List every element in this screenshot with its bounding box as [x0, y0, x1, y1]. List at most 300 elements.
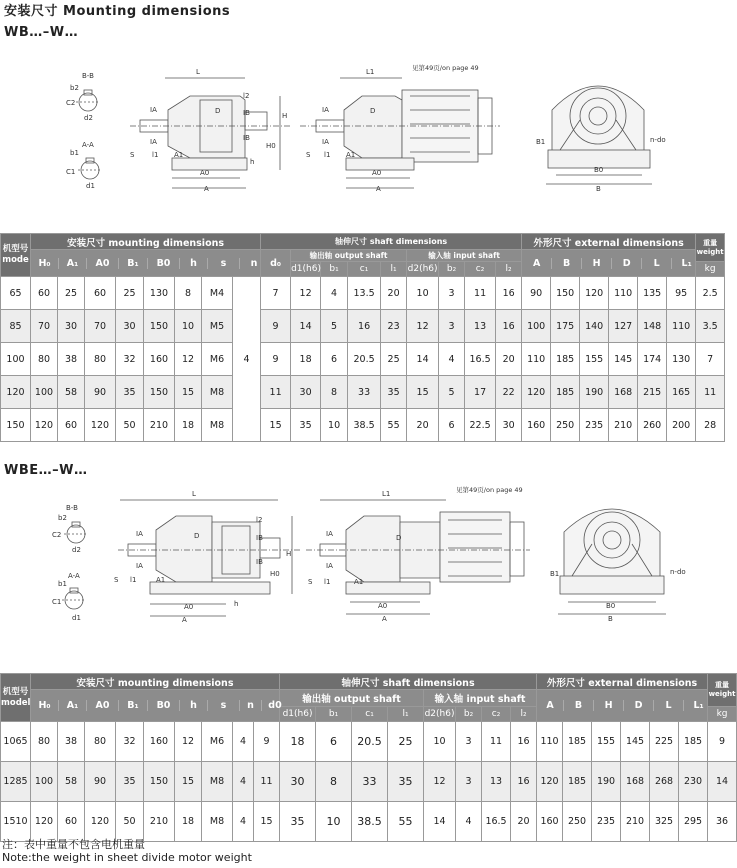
- col-header: L: [642, 258, 672, 269]
- value-cell: 12: [407, 310, 439, 343]
- value-cell: 325: [650, 802, 679, 842]
- IA-label-5: IA: [136, 530, 143, 538]
- wb-dimensions-table: [0, 233, 725, 442]
- value-cell: 95: [667, 277, 696, 310]
- value-cell: 9: [261, 310, 291, 343]
- value-cell: M8: [202, 802, 233, 842]
- value-cell: 11: [696, 376, 725, 409]
- col-header: H: [582, 258, 612, 269]
- value-cell: 35: [116, 376, 144, 409]
- value-cell: 30: [116, 310, 144, 343]
- wbe-dimensions-table: [0, 673, 737, 842]
- value-cell: 80: [31, 343, 58, 376]
- external-cols: [522, 250, 696, 277]
- model-cell: 1065: [1, 722, 31, 762]
- col-c2-2: c₂: [482, 707, 511, 722]
- value-cell: 174: [638, 343, 667, 376]
- value-cell: 33: [352, 762, 388, 802]
- value-cell: 60: [58, 409, 85, 442]
- col-header: D: [624, 700, 654, 711]
- value-cell: 18: [280, 722, 316, 762]
- value-cell: 295: [679, 802, 708, 842]
- value-cell: 4: [456, 802, 482, 842]
- value-cell: 20: [381, 277, 407, 310]
- value-cell: 100: [522, 310, 551, 343]
- value-cell: M4: [202, 277, 233, 310]
- wbe-technical-drawing: [0, 482, 723, 627]
- value-cell: 25: [58, 277, 85, 310]
- col-d0: d₀: [261, 250, 291, 277]
- A-label-3: A: [182, 616, 187, 624]
- value-cell: 22: [496, 376, 522, 409]
- value-cell: 13.5: [348, 277, 381, 310]
- value-cell: 150: [144, 376, 175, 409]
- col-l1: l₁: [381, 262, 407, 277]
- value-cell: 250: [551, 409, 580, 442]
- section-bb-view-2: [52, 504, 88, 554]
- output-shaft-header: 输出轴 output shaft: [291, 250, 407, 262]
- section-bb-label-2: B-B: [66, 504, 78, 512]
- value-cell: 11: [261, 376, 291, 409]
- table-row: [1, 762, 737, 802]
- l1-label-2: l1: [324, 151, 331, 159]
- col-c1: c₁: [348, 262, 381, 277]
- value-cell: 35: [388, 762, 424, 802]
- value-cell: 30: [496, 409, 522, 442]
- wb-technical-drawing: [0, 60, 723, 200]
- value-cell: 14: [424, 802, 456, 842]
- col-d2-2: d2(h6): [424, 707, 456, 722]
- mounting-header-2: 安装尺寸 mounting dimensions: [31, 674, 280, 690]
- L1-label-2: L1: [382, 490, 391, 498]
- value-cell: 100: [31, 762, 58, 802]
- value-cell: 30: [291, 376, 321, 409]
- value-cell: 10: [316, 802, 352, 842]
- section-aa-label: A-A: [82, 141, 94, 149]
- table-row: [1, 310, 725, 343]
- col-header: L: [654, 700, 684, 711]
- n-cell: 4: [233, 277, 261, 442]
- col-kg: kg: [696, 262, 725, 277]
- H0-label: H0: [266, 142, 276, 150]
- b1-label: b1: [70, 149, 79, 157]
- value-cell: 16.5: [465, 343, 496, 376]
- c2-label-2: C2: [52, 531, 62, 539]
- value-cell: 15: [261, 409, 291, 442]
- model-header-2: 机型号 model: [1, 674, 31, 722]
- value-cell: 250: [563, 802, 592, 842]
- value-cell: 120: [537, 762, 563, 802]
- value-cell: 30: [280, 762, 316, 802]
- B-label-2: B: [608, 615, 613, 623]
- b1-label-2: b1: [58, 580, 67, 588]
- model-cell: 1510: [1, 802, 31, 842]
- value-cell: 20.5: [352, 722, 388, 762]
- c1-label: C1: [66, 168, 76, 176]
- value-cell: 140: [580, 310, 609, 343]
- value-cell: 185: [679, 722, 708, 762]
- table-row: [1, 409, 725, 442]
- value-cell: 5: [439, 376, 465, 409]
- value-cell: 14: [407, 343, 439, 376]
- value-cell: 55: [388, 802, 424, 842]
- value-cell: 4: [233, 762, 254, 802]
- value-cell: 16: [511, 722, 537, 762]
- value-cell: 20: [511, 802, 537, 842]
- value-cell: 185: [551, 343, 580, 376]
- value-cell: 8: [321, 376, 348, 409]
- col-header: B0: [148, 700, 180, 711]
- col-header: B₁: [119, 700, 148, 711]
- H0-label-2: H0: [270, 570, 280, 578]
- col-c1-2: c₁: [352, 707, 388, 722]
- value-cell: 7: [261, 277, 291, 310]
- value-cell: 16: [496, 310, 522, 343]
- A0-label-3: A0: [184, 603, 194, 611]
- value-cell: 38: [58, 343, 85, 376]
- value-cell: 185: [563, 762, 592, 802]
- value-cell: 160: [144, 722, 175, 762]
- value-cell: 150: [144, 762, 175, 802]
- value-cell: 120: [85, 802, 116, 842]
- value-cell: 58: [58, 376, 85, 409]
- value-cell: 155: [592, 722, 621, 762]
- H-label: H: [282, 112, 288, 120]
- value-cell: 148: [638, 310, 667, 343]
- D-label-2: D: [370, 107, 376, 115]
- value-cell: 35: [291, 409, 321, 442]
- IA-label-6: IA: [136, 562, 143, 570]
- value-cell: 190: [580, 376, 609, 409]
- value-cell: 155: [580, 343, 609, 376]
- S-label-2: S: [306, 151, 311, 159]
- B1-label: B1: [536, 138, 546, 146]
- value-cell: M6: [202, 343, 233, 376]
- value-cell: 4: [321, 277, 348, 310]
- value-cell: 268: [650, 762, 679, 802]
- value-cell: 135: [638, 277, 667, 310]
- value-cell: 38: [58, 722, 85, 762]
- value-cell: 110: [609, 277, 638, 310]
- value-cell: 127: [609, 310, 638, 343]
- value-cell: 230: [679, 762, 708, 802]
- value-cell: 35: [116, 762, 144, 802]
- value-cell: 120: [580, 277, 609, 310]
- value-cell: 38.5: [348, 409, 381, 442]
- value-cell: 11: [465, 277, 496, 310]
- value-cell: M8: [202, 409, 233, 442]
- col-header: D: [612, 258, 642, 269]
- value-cell: 20: [407, 409, 439, 442]
- d2-label-2: d2: [72, 546, 81, 554]
- IA-label-2: IA: [150, 138, 157, 146]
- S-label-4: S: [308, 578, 313, 586]
- value-cell: 18: [291, 343, 321, 376]
- value-cell: 80: [85, 722, 116, 762]
- value-cell: 5: [321, 310, 348, 343]
- value-cell: 235: [592, 802, 621, 842]
- gearbox-front-view: [536, 86, 666, 193]
- external-header-2: 外形尺寸 external dimensions: [537, 674, 708, 690]
- page-ref-label-2: 见第49页/on page 49: [456, 486, 523, 494]
- value-cell: 70: [85, 310, 116, 343]
- value-cell: 18: [175, 802, 202, 842]
- IB-label-3: IB: [256, 534, 263, 542]
- l1-label-3: l1: [130, 576, 137, 584]
- col-header: n: [240, 700, 262, 711]
- col-header: A0: [87, 700, 119, 711]
- value-cell: 18: [175, 409, 202, 442]
- IA-label-3: IA: [322, 106, 329, 114]
- note-chinese: 注：表中重量不包含电机重量: [2, 838, 145, 851]
- model-header: 机型号 mode: [1, 234, 31, 277]
- value-cell: 14: [708, 762, 737, 802]
- L-label: L: [196, 68, 200, 76]
- wbe-gearbox-front-view: [550, 509, 686, 623]
- model-cell: 85: [1, 310, 31, 343]
- D-label-4: D: [396, 534, 402, 542]
- shaft-header: 轴伸尺寸 shaft dimensions: [261, 234, 522, 250]
- value-cell: M8: [202, 376, 233, 409]
- col-header: L₁: [684, 700, 714, 711]
- value-cell: 33: [348, 376, 381, 409]
- value-cell: M5: [202, 310, 233, 343]
- value-cell: 60: [85, 277, 116, 310]
- value-cell: 10: [407, 277, 439, 310]
- col-header: A0: [87, 258, 119, 269]
- B-label: B: [596, 185, 601, 193]
- value-cell: 8: [316, 762, 352, 802]
- A0-label-4: A0: [378, 602, 388, 610]
- value-cell: 58: [58, 762, 85, 802]
- col-header: n: [240, 258, 269, 269]
- value-cell: 6: [321, 343, 348, 376]
- section-title-wb: WB…–W…: [4, 25, 79, 40]
- value-cell: 120: [31, 802, 58, 842]
- col-header: s: [208, 258, 240, 269]
- col-l2-2: l₂: [511, 707, 537, 722]
- value-cell: 8: [175, 277, 202, 310]
- value-cell: 9: [254, 722, 280, 762]
- D-label-3: D: [194, 532, 200, 540]
- value-cell: 36: [708, 802, 737, 842]
- col-c2: c₂: [465, 262, 496, 277]
- col-header: H₀: [38, 257, 51, 269]
- value-cell: 90: [522, 277, 551, 310]
- value-cell: 30: [58, 310, 85, 343]
- value-cell: 25: [381, 343, 407, 376]
- col-header: B: [564, 700, 594, 711]
- value-cell: 25: [388, 722, 424, 762]
- d1-label-2: d1: [72, 614, 81, 622]
- value-cell: 6: [439, 409, 465, 442]
- col-header: A₁: [59, 700, 87, 711]
- b2-label: b2: [70, 84, 79, 92]
- value-cell: 185: [551, 376, 580, 409]
- value-cell: 4: [233, 722, 254, 762]
- IB-label-4: IB: [256, 558, 263, 566]
- value-cell: 35: [280, 802, 316, 842]
- l2-label: l2: [243, 92, 250, 100]
- A1-label-4: A1: [354, 578, 364, 586]
- value-cell: 150: [551, 277, 580, 310]
- page-title: 安装尺寸 Mounting dimensions: [4, 4, 231, 19]
- b2-label-2: b2: [58, 514, 67, 522]
- model-cell: 1285: [1, 762, 31, 802]
- value-cell: 13: [482, 762, 511, 802]
- value-cell: 160: [522, 409, 551, 442]
- value-cell: 11: [254, 762, 280, 802]
- model-cell: 120: [1, 376, 31, 409]
- value-cell: 12: [424, 762, 456, 802]
- input-shaft-header-2: 输入轴 input shaft: [424, 690, 537, 707]
- value-cell: 15: [407, 376, 439, 409]
- col-b1-2: b₁: [316, 707, 352, 722]
- external-cols-2: [537, 690, 708, 722]
- input-shaft-header: 输入轴 input shaft: [407, 250, 522, 262]
- value-cell: 110: [522, 343, 551, 376]
- value-cell: 130: [667, 343, 696, 376]
- col-l2: l₂: [496, 262, 522, 277]
- gearbox-motor-side-view: [300, 63, 500, 193]
- value-cell: 130: [144, 277, 175, 310]
- value-cell: 80: [31, 722, 58, 762]
- value-cell: 55: [381, 409, 407, 442]
- value-cell: 20.5: [348, 343, 381, 376]
- n-d0-label-2: n-do: [670, 568, 686, 576]
- external-header: 外形尺寸 external dimensions: [522, 234, 696, 250]
- model-cell: 100: [1, 343, 31, 376]
- value-cell: 190: [592, 762, 621, 802]
- col-d1: d1(h6): [291, 262, 321, 277]
- col-header: H₀: [38, 700, 51, 711]
- col-header: h: [180, 700, 208, 711]
- col-b2: b₂: [439, 262, 465, 277]
- L-label-2: L: [192, 490, 196, 498]
- value-cell: 11: [482, 722, 511, 762]
- value-cell: 4: [439, 343, 465, 376]
- value-cell: 25: [116, 277, 144, 310]
- value-cell: 28: [696, 409, 725, 442]
- S-label-3: S: [114, 576, 119, 584]
- d2-label: d2: [84, 114, 93, 122]
- mounting-cols: [31, 250, 261, 277]
- value-cell: 17: [465, 376, 496, 409]
- value-cell: 160: [537, 802, 563, 842]
- value-cell: 70: [31, 310, 58, 343]
- n-d0-label: n-do: [650, 136, 666, 144]
- value-cell: 90: [85, 376, 116, 409]
- value-cell: 145: [621, 722, 650, 762]
- col-d1-2: d1(h6): [280, 707, 316, 722]
- table-row: [1, 343, 725, 376]
- l2-label-2: l2: [256, 516, 263, 524]
- A-label: A: [204, 185, 209, 193]
- gearbox-side-view: [130, 68, 290, 193]
- value-cell: 15: [175, 762, 202, 802]
- A-label-2: A: [376, 185, 381, 193]
- page-ref-label: 见第49页/on page 49: [412, 64, 479, 72]
- wbe-gearbox-side-view: [114, 490, 300, 624]
- value-cell: 12: [175, 343, 202, 376]
- value-cell: 215: [638, 376, 667, 409]
- A-label-4: A: [382, 615, 387, 623]
- col-header: A: [546, 700, 554, 711]
- value-cell: 168: [621, 762, 650, 802]
- S-label: S: [130, 151, 135, 159]
- A0-label: A0: [200, 169, 210, 177]
- IB-label: IB: [243, 109, 250, 117]
- value-cell: 10: [321, 409, 348, 442]
- l1-label-4: l1: [324, 578, 331, 586]
- value-cell: 120: [31, 409, 58, 442]
- col-d2: d2(h6): [407, 262, 439, 277]
- col-header: B: [552, 258, 582, 269]
- section-aa-view: [66, 141, 102, 190]
- value-cell: 15: [175, 376, 202, 409]
- value-cell: 16: [511, 762, 537, 802]
- value-cell: 7: [696, 343, 725, 376]
- A1-label-3: A1: [156, 576, 166, 584]
- value-cell: 100: [31, 376, 58, 409]
- value-cell: 10: [175, 310, 202, 343]
- c2-label: C2: [66, 99, 76, 107]
- value-cell: 38.5: [352, 802, 388, 842]
- value-cell: 235: [580, 409, 609, 442]
- table-row: [1, 722, 737, 762]
- value-cell: 110: [667, 310, 696, 343]
- value-cell: 50: [116, 802, 144, 842]
- value-cell: 3: [439, 310, 465, 343]
- mounting-header: 安装尺寸 mounting dimensions: [31, 234, 261, 250]
- IA-label-4: IA: [322, 138, 329, 146]
- h-label-2: h: [234, 600, 239, 608]
- col-header: L₁: [672, 258, 702, 269]
- value-cell: 120: [522, 376, 551, 409]
- model-cell: 150: [1, 409, 31, 442]
- value-cell: 16: [496, 277, 522, 310]
- value-cell: 10: [424, 722, 456, 762]
- value-cell: 9: [261, 343, 291, 376]
- value-cell: 168: [609, 376, 638, 409]
- value-cell: M8: [202, 762, 233, 802]
- value-cell: 260: [638, 409, 667, 442]
- col-header: A: [532, 257, 541, 269]
- weight-header: 重量 weight: [696, 234, 725, 262]
- A0-label-2: A0: [372, 169, 382, 177]
- shaft-header-2: 轴伸尺寸 shaft dimensions: [280, 674, 537, 690]
- col-header: d0: [262, 700, 289, 711]
- value-cell: 225: [650, 722, 679, 762]
- value-cell: 200: [667, 409, 696, 442]
- value-cell: 150: [144, 310, 175, 343]
- col-header: B₁: [119, 258, 148, 269]
- mounting-cols-2: [31, 690, 280, 722]
- h-label: h: [250, 158, 255, 166]
- value-cell: M6: [202, 722, 233, 762]
- table-row: [1, 376, 725, 409]
- value-cell: 50: [116, 409, 144, 442]
- IA-label: IA: [150, 106, 157, 114]
- table-row: [1, 277, 725, 310]
- A1-label: A1: [174, 151, 184, 159]
- value-cell: 35: [381, 376, 407, 409]
- value-cell: 210: [609, 409, 638, 442]
- value-cell: 23: [381, 310, 407, 343]
- value-cell: 90: [85, 762, 116, 802]
- value-cell: 2.5: [696, 277, 725, 310]
- col-header: s: [208, 700, 240, 711]
